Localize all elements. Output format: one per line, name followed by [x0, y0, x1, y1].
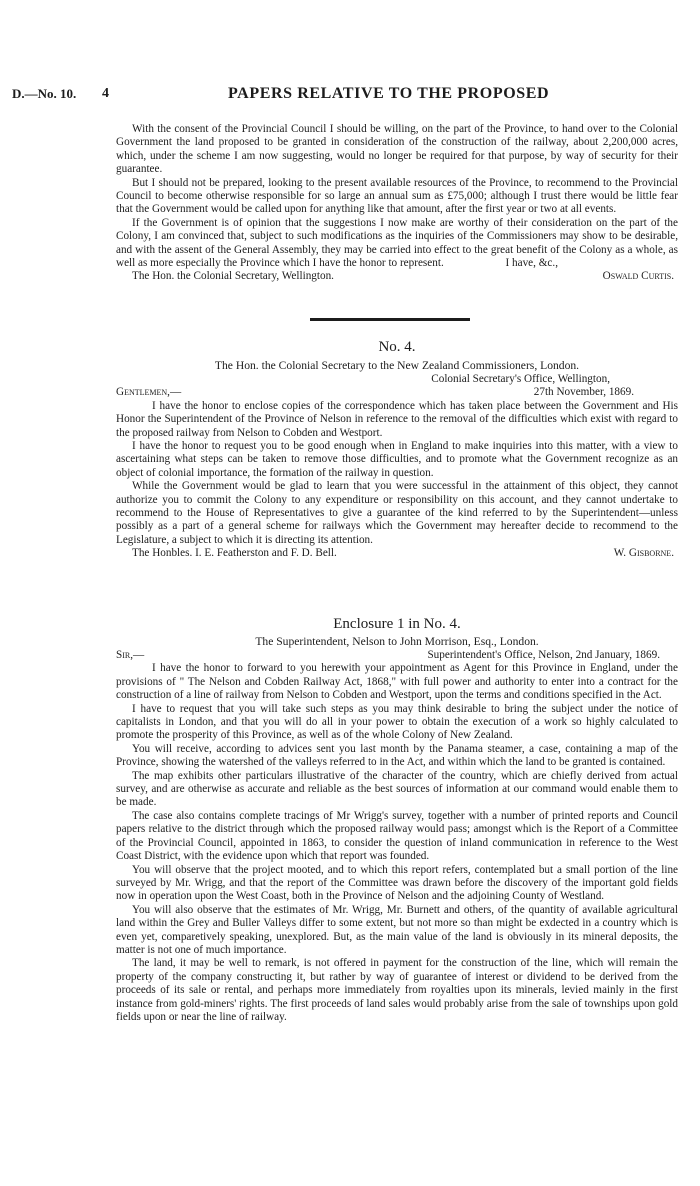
section-title: No. 4.: [378, 339, 416, 355]
paragraph: I have the honor to forward to you herewith your appointment as Agent for this Province in England, under the provisions of " The Nelson and Cobden Railway Act, 1868," with full power and authority to enter into a contract for the construction of a line of railway from Nelson to Cobden and Westport, upon the terms and conditions specified in the Act.: [116, 662, 678, 702]
office-line: Colonial Secretary's Office, Wellington,: [431, 373, 610, 385]
letter-from-to: The Hon. the Colonial Secretary to the New Zealand Commissioners, London.: [214, 359, 580, 372]
paragraph: You will observe that the project mooted, and to which this report refers, contemplated but a small portion of the line surveyed by Mr. Wrigg, and that the report of the Committee was drawn before the discovery of the important gold fields now in operation upon the West Coast, both in the Province of Nelson and the adjoining County of Westland.: [116, 863, 678, 903]
paragraph: The land, it may be well to remark, is not offered in payment for the construction of the line, which will remain the property of the company constructing it, but rather by way of guarantee of interest or dividend to be derived from the proceeds of its sale or rental, and perhaps more immediately from royalties upon its minerals, levied mainly in the first instance from gold-miners' rights. The first proceeds of land sales would probably arise from the sale of townships upon gold fields upon or near the line of railway.: [116, 957, 678, 1023]
enclosure-section: [116, 615, 678, 1024]
section-divider: [310, 318, 470, 321]
salutation-row: [116, 386, 678, 399]
running-title: PAPERS RELATIVE TO THE PROPOSED: [228, 85, 550, 102]
addressee: The Honbles. I. E. Featherston and F. D. Bell.: [132, 547, 337, 560]
signature: W. Gisborne.: [613, 547, 674, 560]
office-date: Superintendent's Office, Nelson, 2nd January, 1869.: [427, 649, 660, 661]
salutation: Sir,—: [116, 649, 145, 661]
signature-row: [116, 547, 678, 560]
letter-from-to: The Superintendent, Nelson to John Morrison, Esq., London.: [255, 635, 539, 648]
salutation: Gentlemen,—: [116, 386, 182, 399]
paragraph: I have the honor to request you to be good enough when in England to make inquiries into this matter, with a view to ascertaining what steps can be taken to remove those difficulties, and to promote what the Government recognize as an object of colonial importance, the formation of the railway in question.: [116, 440, 678, 479]
document-reference: D.—No. 10.: [12, 86, 77, 101]
paragraph: You will also observe that the estimates of Mr. Wrigg, Mr. Burnett and others, of the quantity of available agricultural land within the Grey and Buller Valleys differ to some extent, but not more so than might be exdected in a country which is even yet, comparetively speaking, unexplored. But, as the main value of the land is obviously in its mineral deposits, the matter is not one of much importance.: [116, 903, 678, 956]
paragraph: But I should not be prepared, looking to the present available resources of the Province, to recommend to the Provincial Council to become otherwise responsible for so large an annual sum as £75,000; although I trust there would be little fear that the Government would be called upon for anything like that amount, after the first year or two at all events.: [116, 176, 678, 216]
page-header: [0, 86, 700, 108]
section-title: Enclosure 1 in No. 4.: [333, 616, 461, 632]
previous-letter-section: [116, 123, 678, 284]
signature: Oswald Curtis.: [602, 270, 674, 283]
salutation-row: [116, 649, 678, 662]
closing: I have, &c.,: [505, 257, 558, 270]
paragraph: You will receive, according to advices sent you last month by the Panama steamer, a case, containing a map of the Province, showing the watershed of the valleys referred to in the Act, and within which the land to be granted is contained.: [116, 742, 678, 769]
paragraph: I have to request that you will take such steps as you may think desirable to bring the subject under the notice of capitalists in London, and that you will do all in your power to obtain the execution of a work so highly calculated to promote the prosperity of this Province, as well as of the whole Colony of New Zealand.: [116, 702, 678, 742]
paragraph: The case also contains complete tracings of Mr Wrigg's survey, together with a number of printed reports and Council papers relative to the district through which the proposed railway would pass; amongst which is the Report of a Committee of the Provincial Council, appointed in 1863, to consider the question of inland communication in reference to the West Coast District, with the evidence upon which that report was founded.: [116, 809, 678, 863]
paragraph: The map exhibits other particulars illustrative of the character of the country, which are chiefly derived from actual survey, and are otherwise as accurate and reliable as the best sources of information at our command would enable them to be made.: [116, 769, 678, 809]
paragraph: With the consent of the Provincial Council I should be willing, on the part of the Province, to hand over to the Colonial Government the land proposed to be granted in consideration of the construction of the railway, about 2,200,000 acres, which, under the scheme I am now suggesting, would no longer be required for that purpose, by way of security for their guarantee.: [116, 123, 678, 176]
paragraph: If the Government is of opinion that the suggestions I now make are worthy of their consideration on the part of the Colony, I am convinced that, subject to such modifications as the inquiries of the Commissioners may show to be desirable, and with the assent of the General Assembly, they may be carried into effect to the great benefit of the Colony as a whole, as well as more especially the Province which I have the honor to represent.: [116, 216, 678, 270]
paragraph: While the Government would be glad to learn that you were successful in the attainment of this object, they cannot authorize you to commit the Colony to any expenditure or responsibility on this account, and they cannot undertake to recommend to the House of Representatives to give a guarantee of the kind referred to by the Superintendent—unless possibly as a part of a general scheme for railways which the Government may hereafter decide to recommend to the Legislature, a subject to which it is directing its attention.: [116, 480, 678, 546]
letter-date: 27th November, 1869.: [533, 386, 634, 399]
signature-row: [116, 270, 678, 283]
letter-no-4: [116, 338, 678, 561]
paragraph: I have the honor to enclose copies of the correspondence which has taken place between the Government and His Honor the Superintendent of the Province of Nelson in reference to the removal of the difficulties which exist with regard to the proposed railway from Nelson to Cobden and Westport.: [116, 399, 678, 439]
addressee: The Hon. the Colonial Secretary, Wellington.: [132, 270, 334, 283]
page-number: 4: [102, 86, 109, 101]
